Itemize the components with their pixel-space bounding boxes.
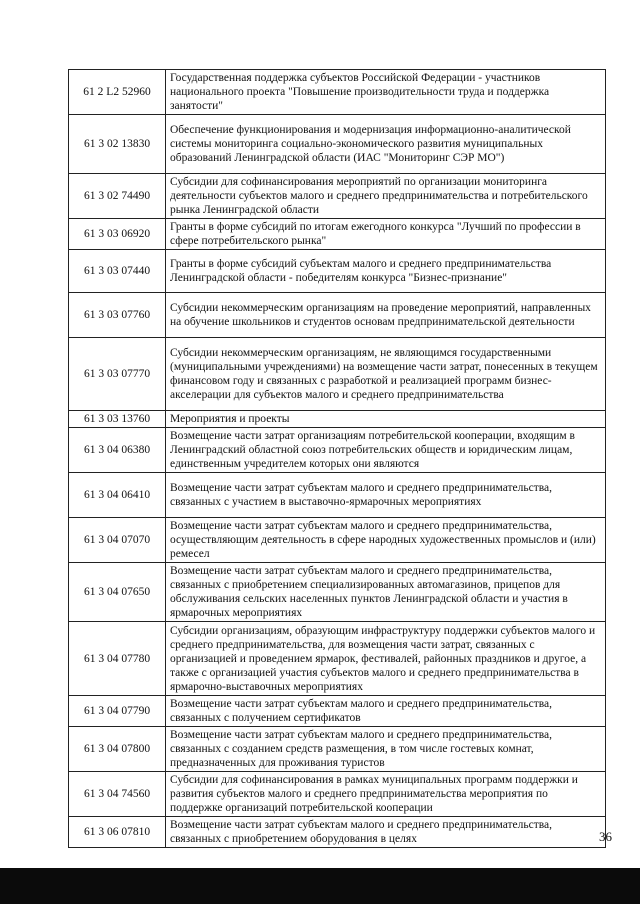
page-number: 36 bbox=[599, 829, 612, 844]
row-code: 61 3 03 07770 bbox=[69, 338, 166, 411]
row-code: 61 3 04 07780 bbox=[69, 622, 166, 696]
row-description: Субсидии некоммерческим организациям, не являющимся государственными (муниципальными учреждениями) на возмещение части затрат, понесенных в текущем финансовом году и связанных с разработкой и реализацией программ бизнес-акселерации для субъектов малого и среднего предпринимательства bbox=[166, 338, 606, 411]
table-row bbox=[69, 428, 606, 473]
row-code: 61 3 04 74560 bbox=[69, 772, 166, 817]
row-code: 61 3 02 74490 bbox=[69, 174, 166, 219]
table-row bbox=[69, 563, 606, 622]
row-description: Возмещение части затрат субъектам малого и среднего предпринимательства, связанных с получением сертификатов bbox=[166, 696, 606, 727]
row-code: 61 3 04 07070 bbox=[69, 518, 166, 563]
row-description: Субсидии для софинансирования мероприятий по организации мониторинга деятельности субъектов малого и среднего предпринимательства и потребительского рынка Ленинградской области bbox=[166, 174, 606, 219]
row-description: Субсидии для софинансирования в рамках муниципальных программ поддержки и развития субъектов малого и среднего предпринимательства мероприятия по поддержке организаций потребительской кооперации bbox=[166, 772, 606, 817]
row-code: 61 3 02 13830 bbox=[69, 115, 166, 174]
table-row bbox=[69, 817, 606, 848]
row-code: 61 3 03 07760 bbox=[69, 293, 166, 338]
table-row bbox=[69, 622, 606, 696]
table-body bbox=[69, 70, 606, 848]
row-code: 61 3 06 07810 bbox=[69, 817, 166, 848]
row-description: Субсидии некоммерческим организациям на проведение мероприятий, направленных на обучение школьников и студентов основам предпринимательской деятельности bbox=[166, 293, 606, 338]
row-code: 61 3 03 07440 bbox=[69, 250, 166, 293]
row-code: 61 3 04 07790 bbox=[69, 696, 166, 727]
row-description: Возмещение части затрат субъектам малого и среднего предпринимательства, связанных с приобретением оборудования в целях bbox=[166, 817, 606, 848]
table-row bbox=[69, 473, 606, 518]
row-code: 61 3 03 06920 bbox=[69, 219, 166, 250]
row-description: Субсидии организациям, образующим инфраструктуру поддержки субъектов малого и среднего предпринимательства, для возмещения части затрат, связанных с организацией и проведением ярмарок, фестивалей, районных праздников и другое, а также с организацией участия субъектов малого и среднего предпринимательства в ярмарочно-выставочных мероприятиях bbox=[166, 622, 606, 696]
row-code: 61 3 04 07800 bbox=[69, 727, 166, 772]
table-row bbox=[69, 115, 606, 174]
table-row bbox=[69, 70, 606, 115]
row-description: Гранты в форме субсидий по итогам ежегодного конкурса "Лучший по профессии в сфере потребительского рынка" bbox=[166, 219, 606, 250]
table-row bbox=[69, 411, 606, 428]
row-description: Государственная поддержка субъектов Российской Федерации - участников национального проекта "Повышение производительности труда и поддержка занятости" bbox=[166, 70, 606, 115]
table-row bbox=[69, 772, 606, 817]
row-code: 61 3 03 13760 bbox=[69, 411, 166, 428]
row-description: Обеспечение функционирования и модернизация информационно-аналитической системы мониторинга социально-экономического развития муниципальных образований Ленинградской области (ИАС "Мониторинг СЭР МО") bbox=[166, 115, 606, 174]
row-description: Возмещение части затрат субъектам малого и среднего предпринимательства, осуществляющим деятельность в сфере народных художественных промыслов и (или) ремесел bbox=[166, 518, 606, 563]
table-row bbox=[69, 174, 606, 219]
table-row bbox=[69, 219, 606, 250]
row-description: Возмещение части затрат субъектам малого и среднего предпринимательства, связанных с участием в выставочно-ярмарочных мероприятиях bbox=[166, 473, 606, 518]
row-description: Возмещение части затрат субъектам малого и среднего предпринимательства, связанных с приобретением специализированных автомагазинов, прицепов для обслуживания сельских населенных пунктов Ленинградской области и участия в ярмарочных мероприятиях bbox=[166, 563, 606, 622]
row-code: 61 3 04 07650 bbox=[69, 563, 166, 622]
table-row bbox=[69, 250, 606, 293]
row-description: Мероприятия и проекты bbox=[166, 411, 606, 428]
row-description: Возмещение части затрат субъектам малого и среднего предпринимательства, связанных с созданием средств размещения, в том числе гостевых комнат, предназначенных для проживания туристов bbox=[166, 727, 606, 772]
budget-code-table bbox=[68, 69, 606, 848]
row-code: 61 3 04 06380 bbox=[69, 428, 166, 473]
row-description: Возмещение части затрат организациям потребительской кооперации, входящим в Ленинградский областной союз потребительских обществ и юридическим лицам, единственным учредителем которых они являются bbox=[166, 428, 606, 473]
table-row bbox=[69, 338, 606, 411]
row-code: 61 3 04 06410 bbox=[69, 473, 166, 518]
table-row bbox=[69, 727, 606, 772]
table-row bbox=[69, 518, 606, 563]
table-row bbox=[69, 293, 606, 338]
row-description: Гранты в форме субсидий субъектам малого и среднего предпринимательства Ленинградской области - победителям конкурса "Бизнес-признание" bbox=[166, 250, 606, 293]
row-code: 61 2 L2 52960 bbox=[69, 70, 166, 115]
scan-border bbox=[0, 868, 640, 904]
table-row bbox=[69, 696, 606, 727]
